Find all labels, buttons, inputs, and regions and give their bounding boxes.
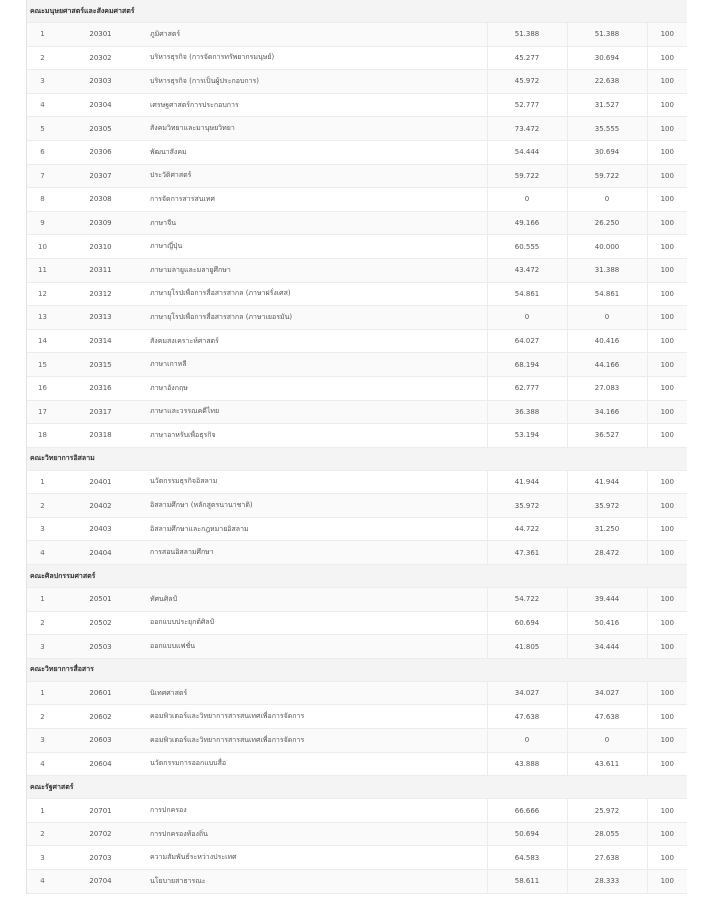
max-score: 45.972 xyxy=(487,70,567,94)
max-score: 0 xyxy=(487,729,567,753)
faculty-title: คณะมนุษยศาสตร์และสังคมศาสตร์ xyxy=(26,0,687,23)
table-row xyxy=(26,588,687,612)
row-number: 1 xyxy=(26,681,59,705)
program-name: อิสลามศึกษา (หลักสูตรนานาชาติ) xyxy=(142,494,487,518)
table-row xyxy=(26,400,687,424)
percent-value: 100 xyxy=(647,258,687,282)
program-code: 20603 xyxy=(59,729,142,753)
faculty-header-row xyxy=(26,776,687,799)
program-name: บริหารธุรกิจ (การจัดการทรัพยากรมนุษย์) xyxy=(142,46,487,70)
table-row xyxy=(26,117,687,141)
percent-value: 100 xyxy=(647,705,687,729)
table-row xyxy=(26,306,687,330)
program-code: 20317 xyxy=(59,400,142,424)
percent-value: 100 xyxy=(647,329,687,353)
min-score: 36.527 xyxy=(567,424,647,448)
percent-value: 100 xyxy=(647,729,687,753)
table-row xyxy=(26,376,687,400)
program-name: สังคมสงเคราะห์ศาสตร์ xyxy=(142,329,487,353)
max-score: 44.722 xyxy=(487,517,567,541)
faculty-title: คณะรัฐศาสตร์ xyxy=(26,776,687,799)
row-number: 9 xyxy=(26,211,59,235)
row-number: 1 xyxy=(26,23,59,47)
table-row xyxy=(26,424,687,448)
program-name: บริหารธุรกิจ (การเป็นผู้ประกอบการ) xyxy=(142,70,487,94)
percent-value: 100 xyxy=(647,846,687,870)
min-score: 34.444 xyxy=(567,635,647,659)
program-name: ภาษายุโรปเพื่อการสื่อสารสากล (ภาษาฝรั่งเศส) xyxy=(142,282,487,306)
max-score: 66.666 xyxy=(487,799,567,823)
percent-value: 100 xyxy=(647,376,687,400)
min-score: 27.638 xyxy=(567,846,647,870)
max-score: 64.027 xyxy=(487,329,567,353)
min-score: 59.722 xyxy=(567,164,647,188)
min-score: 0 xyxy=(567,188,647,212)
min-score: 47.638 xyxy=(567,705,647,729)
score-table-body xyxy=(26,0,687,893)
table-row xyxy=(26,705,687,729)
program-code: 20502 xyxy=(59,611,142,635)
row-number: 13 xyxy=(26,306,59,330)
max-score: 51.388 xyxy=(487,23,567,47)
row-number: 8 xyxy=(26,188,59,212)
program-name: คอมพิวเตอร์และวิทยาการสารสนเทศเพื่อการจัดการ xyxy=(142,705,487,729)
program-name: ภาษายุโรปเพื่อการสื่อสารสากล (ภาษาเยอรมัน) xyxy=(142,306,487,330)
program-code: 20503 xyxy=(59,635,142,659)
program-name: ภูมิศาสตร์ xyxy=(142,23,487,47)
row-number: 4 xyxy=(26,93,59,117)
max-score: 73.472 xyxy=(487,117,567,141)
max-score: 52.777 xyxy=(487,93,567,117)
program-code: 20312 xyxy=(59,282,142,306)
percent-value: 100 xyxy=(647,588,687,612)
max-score: 54.444 xyxy=(487,140,567,164)
max-score: 47.361 xyxy=(487,541,567,565)
percent-value: 100 xyxy=(647,400,687,424)
program-name: เศรษฐศาสตร์การประกอบการ xyxy=(142,93,487,117)
percent-value: 100 xyxy=(647,93,687,117)
percent-value: 100 xyxy=(647,424,687,448)
min-score: 26.250 xyxy=(567,211,647,235)
row-number: 16 xyxy=(26,376,59,400)
table-row xyxy=(26,164,687,188)
program-name: พัฒนาสังคม xyxy=(142,140,487,164)
min-score: 43.611 xyxy=(567,752,647,776)
program-name: ภาษาจีน xyxy=(142,211,487,235)
percent-value: 100 xyxy=(647,681,687,705)
table-row xyxy=(26,729,687,753)
percent-value: 100 xyxy=(647,752,687,776)
percent-value: 100 xyxy=(647,140,687,164)
min-score: 35.555 xyxy=(567,117,647,141)
faculty-header-row xyxy=(26,447,687,470)
program-code: 20309 xyxy=(59,211,142,235)
table-row xyxy=(26,541,687,565)
program-code: 20311 xyxy=(59,258,142,282)
percent-value: 100 xyxy=(647,164,687,188)
percent-value: 100 xyxy=(647,353,687,377)
max-score: 41.805 xyxy=(487,635,567,659)
max-score: 0 xyxy=(487,188,567,212)
percent-value: 100 xyxy=(647,23,687,47)
row-number: 2 xyxy=(26,705,59,729)
max-score: 34.027 xyxy=(487,681,567,705)
program-name: นวัตกรรมการออกแบบสื่อ xyxy=(142,752,487,776)
program-name: นวัตกรรมธุรกิจอิสลาม xyxy=(142,470,487,494)
percent-value: 100 xyxy=(647,188,687,212)
row-number: 1 xyxy=(26,470,59,494)
percent-value: 100 xyxy=(647,70,687,94)
program-code: 20702 xyxy=(59,822,142,846)
table-row xyxy=(26,258,687,282)
row-number: 3 xyxy=(26,846,59,870)
program-code: 20314 xyxy=(59,329,142,353)
percent-value: 100 xyxy=(647,470,687,494)
row-number: 2 xyxy=(26,822,59,846)
max-score: 60.694 xyxy=(487,611,567,635)
table-row xyxy=(26,870,687,894)
max-score: 62.777 xyxy=(487,376,567,400)
row-number: 7 xyxy=(26,164,59,188)
min-score: 22.638 xyxy=(567,70,647,94)
row-number: 1 xyxy=(26,799,59,823)
max-score: 45.277 xyxy=(487,46,567,70)
faculty-header-row xyxy=(26,0,687,23)
table-row xyxy=(26,353,687,377)
min-score: 25.972 xyxy=(567,799,647,823)
max-score: 58.611 xyxy=(487,870,567,894)
min-score: 40.416 xyxy=(567,329,647,353)
program-name: ออกแบบแฟชั่น xyxy=(142,635,487,659)
program-code: 20302 xyxy=(59,46,142,70)
score-table xyxy=(26,0,687,894)
program-name: ประวัติศาสตร์ xyxy=(142,164,487,188)
min-score: 28.472 xyxy=(567,541,647,565)
row-number: 4 xyxy=(26,541,59,565)
table-row xyxy=(26,282,687,306)
min-score: 40.000 xyxy=(567,235,647,259)
row-number: 18 xyxy=(26,424,59,448)
max-score: 49.166 xyxy=(487,211,567,235)
min-score: 0 xyxy=(567,306,647,330)
program-name: อิสลามศึกษาและกฎหมายอิสลาม xyxy=(142,517,487,541)
program-name: คอมพิวเตอร์และวิทยาการสารสนเทศเพื่อการจัดการ xyxy=(142,729,487,753)
program-name: นิเทศศาสตร์ xyxy=(142,681,487,705)
program-code: 20307 xyxy=(59,164,142,188)
program-name: ภาษาอังกฤษ xyxy=(142,376,487,400)
min-score: 28.055 xyxy=(567,822,647,846)
program-code: 20402 xyxy=(59,494,142,518)
row-number: 3 xyxy=(26,635,59,659)
min-score: 31.250 xyxy=(567,517,647,541)
table-row xyxy=(26,235,687,259)
max-score: 43.472 xyxy=(487,258,567,282)
table-row xyxy=(26,494,687,518)
row-number: 2 xyxy=(26,494,59,518)
program-name: นโยบายสาธารณะ xyxy=(142,870,487,894)
percent-value: 100 xyxy=(647,799,687,823)
min-score: 35.972 xyxy=(567,494,647,518)
program-code: 20701 xyxy=(59,799,142,823)
table-row xyxy=(26,681,687,705)
max-score: 41.944 xyxy=(487,470,567,494)
program-name: ภาษามลายูและมลายูศึกษา xyxy=(142,258,487,282)
table-row xyxy=(26,23,687,47)
percent-value: 100 xyxy=(647,822,687,846)
program-code: 20404 xyxy=(59,541,142,565)
min-score: 51.388 xyxy=(567,23,647,47)
program-code: 20304 xyxy=(59,93,142,117)
row-number: 5 xyxy=(26,117,59,141)
min-score: 30.694 xyxy=(567,140,647,164)
program-code: 20310 xyxy=(59,235,142,259)
program-code: 20305 xyxy=(59,117,142,141)
program-code: 20306 xyxy=(59,140,142,164)
min-score: 34.166 xyxy=(567,400,647,424)
table-row xyxy=(26,822,687,846)
min-score: 54.861 xyxy=(567,282,647,306)
table-row xyxy=(26,470,687,494)
max-score: 59.722 xyxy=(487,164,567,188)
percent-value: 100 xyxy=(647,870,687,894)
faculty-header-row xyxy=(26,658,687,681)
min-score: 31.527 xyxy=(567,93,647,117)
program-name: ความสัมพันธ์ระหว่างประเทศ xyxy=(142,846,487,870)
table-row xyxy=(26,188,687,212)
table-row xyxy=(26,635,687,659)
row-number: 12 xyxy=(26,282,59,306)
row-number: 3 xyxy=(26,517,59,541)
program-name: การปกครอง xyxy=(142,799,487,823)
program-code: 20315 xyxy=(59,353,142,377)
percent-value: 100 xyxy=(647,611,687,635)
program-name: การสอนอิสลามศึกษา xyxy=(142,541,487,565)
row-number: 15 xyxy=(26,353,59,377)
min-score: 0 xyxy=(567,729,647,753)
max-score: 47.638 xyxy=(487,705,567,729)
program-name: ภาษาอาหรับเพื่อธุรกิจ xyxy=(142,424,487,448)
row-number: 2 xyxy=(26,46,59,70)
row-number: 17 xyxy=(26,400,59,424)
max-score: 54.722 xyxy=(487,588,567,612)
program-code: 20308 xyxy=(59,188,142,212)
row-number: 4 xyxy=(26,870,59,894)
faculty-title: คณะวิทยาการอิสลาม xyxy=(26,447,687,470)
row-number: 4 xyxy=(26,752,59,776)
program-code: 20601 xyxy=(59,681,142,705)
program-name: ทัศนศิลป์ xyxy=(142,588,487,612)
max-score: 36.388 xyxy=(487,400,567,424)
table-row xyxy=(26,752,687,776)
program-name: ภาษาและวรรณคดีไทย xyxy=(142,400,487,424)
percent-value: 100 xyxy=(647,211,687,235)
table-row xyxy=(26,93,687,117)
table-row xyxy=(26,211,687,235)
row-number: 2 xyxy=(26,611,59,635)
program-name: สังคมวิทยาและมานุษยวิทยา xyxy=(142,117,487,141)
min-score: 44.166 xyxy=(567,353,647,377)
row-number: 1 xyxy=(26,588,59,612)
program-code: 20303 xyxy=(59,70,142,94)
program-code: 20401 xyxy=(59,470,142,494)
program-name: ภาษาญี่ปุ่น xyxy=(142,235,487,259)
program-code: 20501 xyxy=(59,588,142,612)
percent-value: 100 xyxy=(647,46,687,70)
max-score: 0 xyxy=(487,306,567,330)
program-code: 20602 xyxy=(59,705,142,729)
percent-value: 100 xyxy=(647,235,687,259)
table-row xyxy=(26,70,687,94)
row-number: 11 xyxy=(26,258,59,282)
program-code: 20403 xyxy=(59,517,142,541)
row-number: 14 xyxy=(26,329,59,353)
max-score: 53.194 xyxy=(487,424,567,448)
percent-value: 100 xyxy=(647,635,687,659)
program-name: ออกแบบประยุกต์ศิลป์ xyxy=(142,611,487,635)
min-score: 30.694 xyxy=(567,46,647,70)
program-code: 20703 xyxy=(59,846,142,870)
max-score: 43.888 xyxy=(487,752,567,776)
program-code: 20318 xyxy=(59,424,142,448)
faculty-title: คณะศิลปกรรมศาสตร์ xyxy=(26,565,687,588)
min-score: 27.083 xyxy=(567,376,647,400)
min-score: 28.333 xyxy=(567,870,647,894)
program-name: ภาษาเกาหลี xyxy=(142,353,487,377)
max-score: 50.694 xyxy=(487,822,567,846)
max-score: 35.972 xyxy=(487,494,567,518)
score-table-container xyxy=(26,0,711,894)
table-row xyxy=(26,517,687,541)
max-score: 60.555 xyxy=(487,235,567,259)
percent-value: 100 xyxy=(647,494,687,518)
min-score: 39.444 xyxy=(567,588,647,612)
min-score: 50.416 xyxy=(567,611,647,635)
percent-value: 100 xyxy=(647,117,687,141)
program-code: 20704 xyxy=(59,870,142,894)
program-code: 20301 xyxy=(59,23,142,47)
row-number: 3 xyxy=(26,729,59,753)
table-row xyxy=(26,46,687,70)
max-score: 54.861 xyxy=(487,282,567,306)
table-row xyxy=(26,846,687,870)
percent-value: 100 xyxy=(647,306,687,330)
table-row xyxy=(26,140,687,164)
program-name: การปกครองท้องถิ่น xyxy=(142,822,487,846)
row-number: 10 xyxy=(26,235,59,259)
faculty-title: คณะวิทยาการสื่อสาร xyxy=(26,658,687,681)
min-score: 31.388 xyxy=(567,258,647,282)
table-row xyxy=(26,611,687,635)
row-number: 3 xyxy=(26,70,59,94)
max-score: 68.194 xyxy=(487,353,567,377)
percent-value: 100 xyxy=(647,517,687,541)
program-name: การจัดการสารสนเทศ xyxy=(142,188,487,212)
percent-value: 100 xyxy=(647,282,687,306)
min-score: 41.944 xyxy=(567,470,647,494)
program-code: 20604 xyxy=(59,752,142,776)
table-row xyxy=(26,329,687,353)
min-score: 34.027 xyxy=(567,681,647,705)
program-code: 20316 xyxy=(59,376,142,400)
row-number: 6 xyxy=(26,140,59,164)
faculty-header-row xyxy=(26,565,687,588)
table-row xyxy=(26,799,687,823)
percent-value: 100 xyxy=(647,541,687,565)
program-code: 20313 xyxy=(59,306,142,330)
max-score: 64.583 xyxy=(487,846,567,870)
